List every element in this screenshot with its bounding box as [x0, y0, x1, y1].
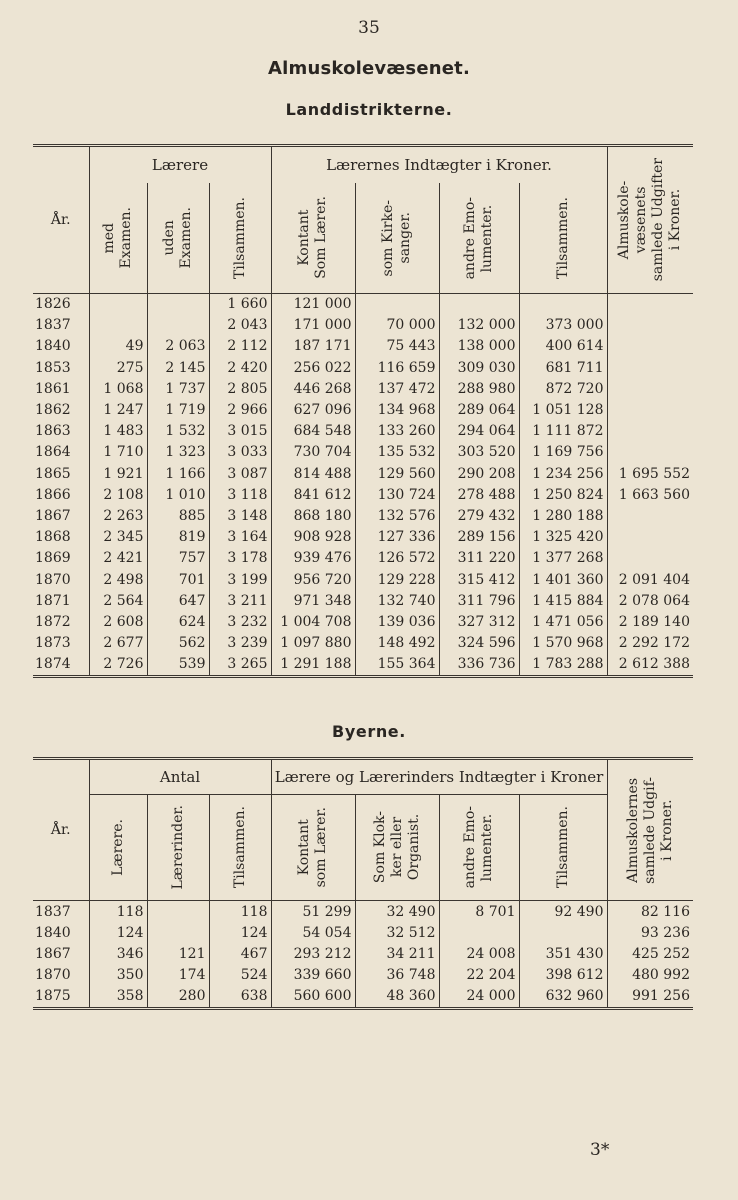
year-cell: 1864 [35, 444, 71, 461]
value-cell [607, 442, 693, 463]
header-group-indtaegter: Lærernes Indtægter i Kroner. [271, 146, 607, 184]
value-cell: 32 512 [355, 922, 439, 943]
value-cell: 351 430 [519, 943, 607, 964]
table-row [33, 378, 693, 399]
value-cell [607, 505, 693, 526]
value-cell: 2 108 [89, 484, 147, 505]
value-cell: 174 [147, 965, 209, 986]
value-cell: 1 004 708 [271, 611, 355, 632]
value-cell: 139 036 [355, 611, 439, 632]
header-col: Tilsammen. [519, 183, 607, 293]
value-cell: 22 204 [439, 965, 519, 986]
value-cell: 627 096 [271, 399, 355, 420]
value-cell: 3 033 [209, 442, 271, 463]
header-col: Lærere. [89, 795, 147, 901]
year-cell: 1867 [35, 507, 71, 524]
value-cell: 311 220 [439, 548, 519, 569]
value-cell: 2 564 [89, 590, 147, 611]
value-cell: 885 [147, 505, 209, 526]
year-cell: 1837 [35, 903, 71, 920]
value-cell [519, 293, 607, 315]
value-cell: 3 087 [209, 463, 271, 484]
byerne-table [33, 757, 693, 1010]
page-number: 35 [358, 18, 380, 38]
value-cell: 624 [147, 611, 209, 632]
value-cell: 127 336 [355, 527, 439, 548]
value-cell: 148 492 [355, 633, 439, 654]
value-cell [607, 548, 693, 569]
header-year: År. [33, 759, 89, 901]
value-cell: 118 [209, 901, 271, 923]
value-cell: 256 022 [271, 357, 355, 378]
value-cell: 2 145 [147, 357, 209, 378]
year-cell: 1840 [35, 338, 71, 355]
header-col: Kontant Som Lærer. [271, 183, 355, 293]
value-cell: 294 064 [439, 421, 519, 442]
value-cell: 288 980 [439, 378, 519, 399]
value-cell: 49 [89, 336, 147, 357]
year-cell: 1871 [35, 592, 71, 609]
table-row [33, 505, 693, 526]
value-cell: 336 736 [439, 654, 519, 677]
year-cell: 1867 [35, 945, 71, 962]
value-cell: 36 748 [355, 965, 439, 986]
value-cell: 324 596 [439, 633, 519, 654]
value-cell: 1 663 560 [607, 484, 693, 505]
value-cell [607, 421, 693, 442]
year-cell: 1862 [35, 402, 71, 419]
value-cell: 75 443 [355, 336, 439, 357]
value-cell: 2 612 388 [607, 654, 693, 677]
value-cell: 135 532 [355, 442, 439, 463]
value-cell: 819 [147, 527, 209, 548]
section-title-landdistrikterne: Landdistrikterne. [285, 100, 453, 119]
value-cell [355, 293, 439, 315]
header-group-laerere: Lærere [89, 146, 271, 184]
header-col: Kontant som Lærer. [271, 795, 355, 901]
year-cell: 1865 [35, 465, 71, 482]
value-cell [439, 293, 519, 315]
header-total-udgifter: Almuskolernes samlede Udgif- i Kroner. [607, 759, 693, 901]
value-cell [147, 922, 209, 943]
value-cell: 398 612 [519, 965, 607, 986]
value-cell [607, 399, 693, 420]
value-cell: 339 660 [271, 965, 355, 986]
value-cell: 303 520 [439, 442, 519, 463]
table-row [33, 527, 693, 548]
value-cell: 1 247 [89, 399, 147, 420]
value-cell: 373 000 [519, 315, 607, 336]
value-cell: 24 008 [439, 943, 519, 964]
header-year: År. [33, 146, 89, 294]
value-cell: 908 928 [271, 527, 355, 548]
table-row [33, 357, 693, 378]
value-cell: 3 118 [209, 484, 271, 505]
table-row [33, 943, 693, 964]
table-row [33, 633, 693, 654]
value-cell: 446 268 [271, 378, 355, 399]
value-cell: 2 043 [209, 315, 271, 336]
value-cell: 126 572 [355, 548, 439, 569]
value-cell: 560 600 [271, 986, 355, 1009]
value-cell: 116 659 [355, 357, 439, 378]
value-cell: 480 992 [607, 965, 693, 986]
value-cell: 814 488 [271, 463, 355, 484]
value-cell: 1 401 360 [519, 569, 607, 590]
value-cell: 3 265 [209, 654, 271, 677]
value-cell: 34 211 [355, 943, 439, 964]
value-cell [147, 901, 209, 923]
value-cell: 684 548 [271, 421, 355, 442]
header-col: Lærerinder. [147, 795, 209, 901]
value-cell: 3 199 [209, 569, 271, 590]
value-cell: 3 148 [209, 505, 271, 526]
value-cell: 757 [147, 548, 209, 569]
value-cell: 1 471 056 [519, 611, 607, 632]
header-col: som Kirke- sanger. [355, 183, 439, 293]
table-row [33, 922, 693, 943]
value-cell: 138 000 [439, 336, 519, 357]
value-cell: 346 [89, 943, 147, 964]
value-cell: 971 348 [271, 590, 355, 611]
value-cell: 730 704 [271, 442, 355, 463]
value-cell: 1 710 [89, 442, 147, 463]
value-cell: 2 608 [89, 611, 147, 632]
year-cell: 1870 [35, 967, 71, 984]
value-cell: 1 737 [147, 378, 209, 399]
value-cell: 1 660 [209, 293, 271, 315]
value-cell: 3 232 [209, 611, 271, 632]
value-cell: 2 112 [209, 336, 271, 357]
value-cell: 275 [89, 357, 147, 378]
year-cell: 1869 [35, 550, 71, 567]
table-row [33, 421, 693, 442]
value-cell: 2 421 [89, 548, 147, 569]
value-cell: 2 345 [89, 527, 147, 548]
value-cell: 358 [89, 986, 147, 1009]
section-title-byerne: Byerne. [332, 722, 406, 741]
value-cell: 121 [147, 943, 209, 964]
value-cell: 1 169 756 [519, 442, 607, 463]
value-cell: 48 360 [355, 986, 439, 1009]
header-col: Som Klok- ker eller Organist. [355, 795, 439, 901]
value-cell: 132 740 [355, 590, 439, 611]
value-cell: 171 000 [271, 315, 355, 336]
value-cell: 1 280 188 [519, 505, 607, 526]
value-cell: 1 097 880 [271, 633, 355, 654]
value-cell: 1 921 [89, 463, 147, 484]
table-row [33, 654, 693, 677]
table-row [33, 590, 693, 611]
value-cell: 290 208 [439, 463, 519, 484]
value-cell: 155 364 [355, 654, 439, 677]
value-cell: 1 166 [147, 463, 209, 484]
value-cell: 54 054 [271, 922, 355, 943]
table-row [33, 548, 693, 569]
value-cell: 2 966 [209, 399, 271, 420]
year-cell: 1873 [35, 635, 71, 652]
page-title: Almuskolevæsenet. [268, 58, 470, 79]
value-cell: 1 415 884 [519, 590, 607, 611]
value-cell [147, 293, 209, 315]
table-row [33, 463, 693, 484]
year-cell: 1874 [35, 656, 71, 673]
value-cell: 132 000 [439, 315, 519, 336]
table-row [33, 986, 693, 1009]
value-cell: 130 724 [355, 484, 439, 505]
value-cell: 132 576 [355, 505, 439, 526]
value-cell: 350 [89, 965, 147, 986]
value-cell: 3 239 [209, 633, 271, 654]
value-cell: 8 701 [439, 901, 519, 923]
value-cell: 1 068 [89, 378, 147, 399]
value-cell: 3 178 [209, 548, 271, 569]
value-cell: 24 000 [439, 986, 519, 1009]
value-cell: 129 560 [355, 463, 439, 484]
year-cell: 1863 [35, 423, 71, 440]
table-row [33, 965, 693, 986]
value-cell: 2 189 140 [607, 611, 693, 632]
value-cell: 400 614 [519, 336, 607, 357]
value-cell: 129 228 [355, 569, 439, 590]
value-cell: 425 252 [607, 943, 693, 964]
value-cell: 3 015 [209, 421, 271, 442]
value-cell: 124 [209, 922, 271, 943]
header-group-indtaegter: Lærere og Lærerinders Indtægter i Kroner [271, 759, 607, 795]
value-cell: 2 677 [89, 633, 147, 654]
value-cell: 289 064 [439, 399, 519, 420]
header-col: uden Examen. [147, 183, 209, 293]
value-cell: 2 263 [89, 505, 147, 526]
value-cell: 524 [209, 965, 271, 986]
value-cell [607, 527, 693, 548]
value-cell: 841 612 [271, 484, 355, 505]
value-cell: 309 030 [439, 357, 519, 378]
value-cell: 124 [89, 922, 147, 943]
value-cell: 1 010 [147, 484, 209, 505]
value-cell: 1 783 288 [519, 654, 607, 677]
table-row [33, 569, 693, 590]
value-cell: 939 476 [271, 548, 355, 569]
header-col: Tilsammen. [519, 795, 607, 901]
value-cell: 2 091 404 [607, 569, 693, 590]
value-cell: 3 164 [209, 527, 271, 548]
table-row [33, 901, 693, 923]
header-group-antal: Antal [89, 759, 271, 795]
value-cell: 872 720 [519, 378, 607, 399]
year-cell: 1870 [35, 571, 71, 588]
value-cell: 2 078 064 [607, 590, 693, 611]
header-col: Tilsammen. [209, 183, 271, 293]
value-cell: 562 [147, 633, 209, 654]
header-col: Tilsammen. [209, 795, 271, 901]
value-cell: 3 211 [209, 590, 271, 611]
header-col: andre Emo- lumenter. [439, 183, 519, 293]
value-cell: 187 171 [271, 336, 355, 357]
value-cell: 467 [209, 943, 271, 964]
value-cell [607, 293, 693, 315]
value-cell: 1 051 128 [519, 399, 607, 420]
value-cell: 991 256 [607, 986, 693, 1009]
value-cell: 70 000 [355, 315, 439, 336]
value-cell: 539 [147, 654, 209, 677]
value-cell: 1 483 [89, 421, 147, 442]
value-cell: 279 432 [439, 505, 519, 526]
value-cell: 632 960 [519, 986, 607, 1009]
value-cell: 134 968 [355, 399, 439, 420]
value-cell: 293 212 [271, 943, 355, 964]
table-row [33, 315, 693, 336]
year-cell: 1868 [35, 529, 71, 546]
value-cell: 1 234 256 [519, 463, 607, 484]
value-cell [439, 922, 519, 943]
value-cell [519, 922, 607, 943]
value-cell: 1 323 [147, 442, 209, 463]
value-cell: 1 291 188 [271, 654, 355, 677]
value-cell: 280 [147, 986, 209, 1009]
value-cell [89, 293, 147, 315]
value-cell: 2 420 [209, 357, 271, 378]
table-row [33, 484, 693, 505]
value-cell: 956 720 [271, 569, 355, 590]
value-cell: 868 180 [271, 505, 355, 526]
value-cell: 2 063 [147, 336, 209, 357]
value-cell: 82 116 [607, 901, 693, 923]
value-cell: 701 [147, 569, 209, 590]
value-cell [607, 315, 693, 336]
year-cell: 1866 [35, 486, 71, 503]
value-cell: 1 325 420 [519, 527, 607, 548]
value-cell: 1 532 [147, 421, 209, 442]
value-cell: 1 250 824 [519, 484, 607, 505]
value-cell: 2 292 172 [607, 633, 693, 654]
value-cell: 93 236 [607, 922, 693, 943]
value-cell: 311 796 [439, 590, 519, 611]
value-cell: 137 472 [355, 378, 439, 399]
header-total-udgifter: Almuskole- væsenets samlede Udgifter i Kroner. [607, 146, 693, 294]
signature-mark: 3* [590, 1140, 610, 1160]
header-col: andre Emo- lumenter. [439, 795, 519, 901]
value-cell: 327 312 [439, 611, 519, 632]
table-row [33, 611, 693, 632]
table-row [33, 293, 693, 315]
value-cell: 1 719 [147, 399, 209, 420]
value-cell [147, 315, 209, 336]
year-cell: 1853 [35, 359, 71, 376]
value-cell: 118 [89, 901, 147, 923]
year-cell: 1872 [35, 613, 71, 630]
value-cell: 278 488 [439, 484, 519, 505]
value-cell: 638 [209, 986, 271, 1009]
header-col: med Examen. [89, 183, 147, 293]
landdistrikterne-table [33, 144, 693, 678]
value-cell: 2 726 [89, 654, 147, 677]
table-row [33, 399, 693, 420]
value-cell: 1 377 268 [519, 548, 607, 569]
value-cell: 32 490 [355, 901, 439, 923]
year-cell: 1837 [35, 317, 71, 334]
value-cell [607, 378, 693, 399]
value-cell [607, 336, 693, 357]
table-row [33, 442, 693, 463]
value-cell [89, 315, 147, 336]
value-cell: 681 711 [519, 357, 607, 378]
value-cell: 289 156 [439, 527, 519, 548]
value-cell: 1 570 968 [519, 633, 607, 654]
value-cell: 1 111 872 [519, 421, 607, 442]
value-cell: 2 805 [209, 378, 271, 399]
year-cell: 1861 [35, 380, 71, 397]
value-cell: 1 695 552 [607, 463, 693, 484]
value-cell: 92 490 [519, 901, 607, 923]
value-cell [607, 357, 693, 378]
value-cell: 2 498 [89, 569, 147, 590]
value-cell: 647 [147, 590, 209, 611]
year-cell: 1840 [35, 924, 71, 941]
value-cell: 51 299 [271, 901, 355, 923]
value-cell: 133 260 [355, 421, 439, 442]
value-cell: 121 000 [271, 293, 355, 315]
table-row [33, 336, 693, 357]
year-cell: 1875 [35, 988, 71, 1005]
value-cell: 315 412 [439, 569, 519, 590]
year-cell: 1826 [35, 296, 71, 313]
